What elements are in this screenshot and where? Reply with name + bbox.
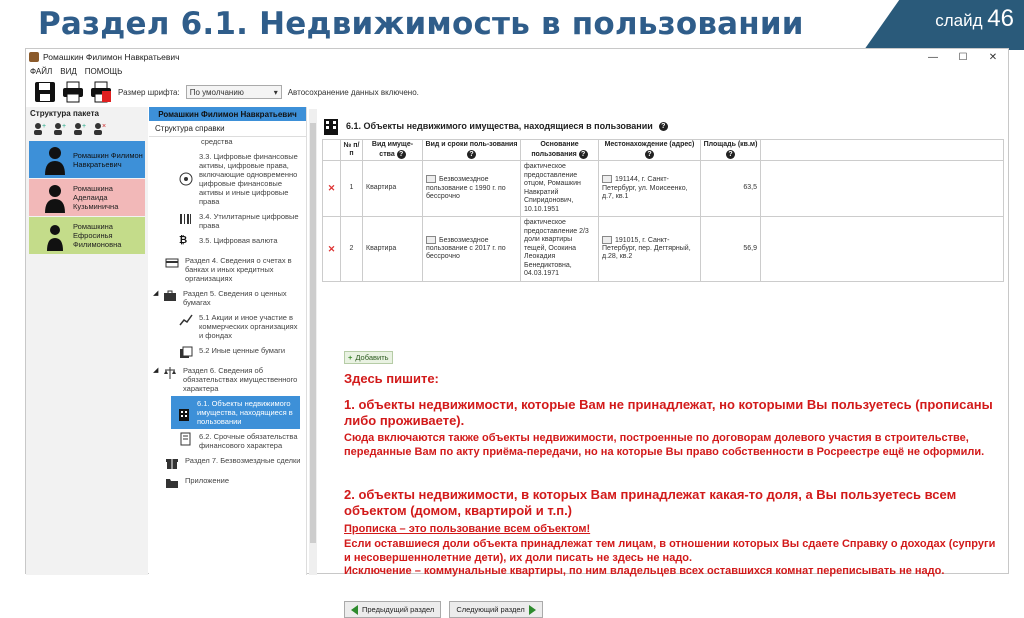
col-area: Площадь (кв.м) ? xyxy=(701,140,761,161)
edit-icon[interactable] xyxy=(426,236,436,244)
col-basis: Основание пользования ? xyxy=(521,140,599,161)
plus-icon: + xyxy=(348,353,353,362)
nav-item-label: 5.2 Иные ценные бумаги xyxy=(199,346,286,355)
nav-item-section-4[interactable] xyxy=(149,253,306,286)
bitcoin-icon: ₿ xyxy=(179,235,188,246)
report-structure-panel xyxy=(149,107,307,575)
app-icon xyxy=(29,52,39,62)
cell-usage[interactable]: Безвозмездное пользование с 2017 г. по бессрочно xyxy=(423,217,521,282)
arrow-right-icon xyxy=(529,605,536,615)
nav-item-label: Раздел 5. Сведения о ценных бумагах xyxy=(183,289,287,307)
nav-item-label: 3.5. Цифровая валюта xyxy=(199,236,278,245)
arrow-left-icon xyxy=(351,605,358,615)
section-navigation xyxy=(344,601,543,618)
font-size-value: По умолчанию xyxy=(189,87,244,97)
nav-item-5-1[interactable] xyxy=(149,310,306,343)
folder-icon xyxy=(165,476,179,490)
nav-item-label: 3.3. Цифровые финансовые активы, цифровые права, включающие одновременно цифровые финансовые активы и иные цифровые права xyxy=(199,152,298,206)
next-section-button[interactable] xyxy=(449,601,542,618)
person-male-icon xyxy=(43,145,67,175)
person-female-icon xyxy=(43,183,67,213)
note-point-1-detail: Сюда включаются также объекты недвижимости, построенные по договорам долевого участия в строительстве, переданные Вам по акту приёма-передачи, но на которые Вы право собственности в Росреестре ещё не оформили. xyxy=(344,432,985,458)
remove-person-icon[interactable] xyxy=(92,122,106,136)
nav-item-label: 6.1. Объекты недвижимого имущества, находящиеся в пользовании xyxy=(197,399,293,426)
section-title-text: 6.1. Объекты недвижимого имущества, находящиеся в пользовании xyxy=(346,121,653,131)
close-icon[interactable]: ✕ xyxy=(988,51,998,63)
person-name: Ромашкина Ефросинья Филимоновна xyxy=(73,222,122,249)
printer-red-icon xyxy=(90,81,112,103)
svg-text:+: + xyxy=(42,123,47,130)
nav-item-label: Раздел 6. Сведения об обязательствах имущественного характера xyxy=(183,366,298,393)
collapse-arrow-icon[interactable]: ◢ xyxy=(153,290,159,297)
window-titlebar xyxy=(26,49,1008,65)
package-structure-title: Структура пакета xyxy=(30,109,99,118)
add-child-icon[interactable] xyxy=(72,122,86,136)
table-row xyxy=(323,161,1004,217)
nav-item-section-7[interactable] xyxy=(149,453,306,473)
window-title: Ромашкин Филимон Навкратьевич xyxy=(43,52,180,62)
nav-item-3-3[interactable] xyxy=(149,149,306,209)
collapse-arrow-icon[interactable]: ◢ xyxy=(153,367,159,374)
cell-spacer xyxy=(761,161,1004,217)
svg-text:+: + xyxy=(62,123,67,130)
edit-icon[interactable] xyxy=(602,236,612,244)
maximize-icon[interactable]: ☐ xyxy=(958,51,968,63)
cell-num: 1 xyxy=(341,161,363,217)
nav-item-label: 3.4. Утилитарные цифровые права xyxy=(199,212,299,230)
print-button[interactable] xyxy=(62,81,84,103)
person-name: Ромашкин Филимон Навкратьевич xyxy=(73,150,143,169)
col-num: № п/п xyxy=(341,140,363,161)
note-registration: Прописка – это пользование всем объектом! xyxy=(344,523,591,535)
nav-item-label: 5.1 Акции и иное участие в коммерческих организациях и фондах xyxy=(199,313,298,340)
nav-item-label: Раздел 4. Сведения о счетах в банках и иных кредитных организациях xyxy=(185,256,292,283)
gift-icon xyxy=(165,456,179,470)
edit-icon[interactable] xyxy=(602,175,612,183)
svg-text:×: × xyxy=(102,123,107,130)
nav-item-label: Приложение xyxy=(185,476,229,485)
nav-item-6-2[interactable] xyxy=(149,429,306,453)
slide-title: Раздел 6.1. Недвижимость в пользовании xyxy=(38,6,804,42)
autosave-status: Автосохранение данных включено. xyxy=(287,87,419,97)
package-toolbar xyxy=(26,120,148,140)
col-usage: Вид и сроки поль-зования ? xyxy=(423,140,521,161)
nav-item-section-6[interactable] xyxy=(149,363,306,396)
nav-item-section-5[interactable] xyxy=(149,286,306,310)
nav-scrollbar[interactable] xyxy=(309,109,317,575)
main-content xyxy=(318,107,1010,614)
nav-item-6-1[interactable] xyxy=(171,396,300,429)
font-size-select[interactable] xyxy=(186,85,282,99)
help-icon[interactable]: ? xyxy=(659,122,668,131)
cell-area[interactable]: 63,5 xyxy=(701,161,761,217)
note-remaining-shares: Если оставшиеся доли объекта принадлежат тем лицам, в отношении которых Вы сдаете Справку о доходах (супруги и несовершеннолетние дети), их доли писать не здесь не надо. xyxy=(344,538,996,564)
nav-header: Ромашкин Филимон Навкратьевич xyxy=(149,107,306,121)
note-exception: Исключение – коммунальные квартиры, по ним владельцев всех оставшихся комнат переписывать не надо. xyxy=(344,565,945,577)
col-address: Местонахождение (адрес) ? xyxy=(599,140,701,161)
print-red-button[interactable] xyxy=(90,81,112,103)
minimize-icon[interactable]: — xyxy=(928,51,938,63)
menu-help[interactable]: ПОМОЩЬ xyxy=(84,66,123,76)
nav-item-3-5[interactable] xyxy=(149,233,306,253)
scrollbar-thumb[interactable] xyxy=(310,123,316,543)
person-item-filimon[interactable] xyxy=(29,141,145,178)
papers-icon xyxy=(179,346,193,360)
nav-item-label: Раздел 7. Безвозмездные сделки xyxy=(185,456,301,465)
nav-subheader: Структура справки xyxy=(149,121,306,137)
building-icon xyxy=(322,117,340,135)
cell-address[interactable]: 191144, г. Санкт-Петербург, ул. Моисеенко, д.7, кв.1 xyxy=(599,161,701,217)
nav-item-appendix[interactable] xyxy=(149,473,306,493)
nav-item-3-4[interactable] xyxy=(149,209,306,233)
chart-icon xyxy=(179,313,193,327)
menu-view[interactable]: ВИД xyxy=(60,66,77,76)
contract-icon xyxy=(179,432,193,446)
person-child-icon xyxy=(43,221,67,251)
menu-file[interactable]: ФАЙЛ xyxy=(30,66,53,76)
nav-item-label: 6.2. Срочные обязательства финансового характера xyxy=(199,432,298,450)
svg-text:+: + xyxy=(82,123,87,130)
add-row-button[interactable] xyxy=(344,351,393,364)
font-size-label: Размер шрифта: xyxy=(118,87,180,97)
barcode-icon xyxy=(179,212,193,226)
note-point-1: 1. объекты недвижимости, которые Вам не принадлежат, но которыми Вы пользуетесь (прописаны либо проживаете). xyxy=(344,397,993,428)
table-row xyxy=(323,217,1004,282)
edit-icon[interactable] xyxy=(426,175,436,183)
app-window xyxy=(25,48,1009,614)
delete-row-icon[interactable]: ✕ xyxy=(323,217,341,282)
cell-address[interactable]: 191015, г. Санкт-Петербург, пер. Дегтярный, д.28, кв.2 xyxy=(599,217,701,282)
note-heading: Здесь пишите: xyxy=(344,371,439,386)
cell-basis[interactable]: фактическое предоставление 2/3 доли квартиры тещей, Осокина Леокадия Бенедиктовна, 04.03.1971 xyxy=(521,217,599,282)
cell-type[interactable]: Квартира xyxy=(363,161,423,217)
person-name: Ромашкина Аделаида Кузьминична xyxy=(73,184,119,211)
briefcase-icon xyxy=(163,289,177,303)
network-icon xyxy=(179,172,193,186)
prev-section-button[interactable] xyxy=(344,601,441,618)
person-item-efrosinya[interactable] xyxy=(29,217,145,254)
add-row-label: Добавить xyxy=(355,353,389,362)
nav-item-5-2[interactable] xyxy=(149,343,306,363)
next-section-label: Следующий раздел xyxy=(456,605,525,614)
person-item-adelaida[interactable] xyxy=(29,179,145,216)
property-table xyxy=(322,139,1004,282)
col-delete xyxy=(323,140,341,161)
package-structure-panel xyxy=(26,107,148,575)
save-icon xyxy=(34,81,56,103)
chevron-down-icon: ▾ xyxy=(273,87,278,97)
add-person-icon[interactable] xyxy=(32,122,46,136)
note-point-2: 2. объекты недвижимости, в которых Вам принадлежат какая-то доля, а Вы пользуетесь всем объектом (домом, квартирой и т.п.) xyxy=(344,487,957,518)
delete-row-icon[interactable]: ✕ xyxy=(323,161,341,217)
slide-number: слайд 46 xyxy=(935,5,1014,32)
cell-usage[interactable]: Безвозмездное пользование с 1990 г. по бессрочно xyxy=(423,161,521,217)
col-spacer xyxy=(761,140,1004,161)
building-icon xyxy=(177,407,191,421)
toolbar xyxy=(26,77,1008,107)
table-header-row xyxy=(323,140,1004,161)
card-icon xyxy=(165,256,179,270)
cell-num: 2 xyxy=(341,217,363,282)
col-type: Вид имуще-ства ? xyxy=(363,140,423,161)
cell-spacer xyxy=(761,217,1004,282)
menubar xyxy=(26,65,1008,77)
scales-icon xyxy=(163,366,177,380)
nav-item-means[interactable] xyxy=(149,137,306,149)
save-button[interactable] xyxy=(34,81,56,103)
cell-type[interactable]: Квартира xyxy=(363,217,423,282)
add-person-female-icon[interactable] xyxy=(52,122,66,136)
cell-area[interactable]: 56,9 xyxy=(701,217,761,282)
nav-item-label: средства xyxy=(201,137,233,146)
cell-basis[interactable]: фактическое предоставление отцом, Ромашкин Навкратий Спиридонович, 10.10.1951 xyxy=(521,161,599,217)
section-title xyxy=(322,117,668,135)
prev-section-label: Предыдущий раздел xyxy=(362,605,435,614)
printer-icon xyxy=(62,81,84,103)
